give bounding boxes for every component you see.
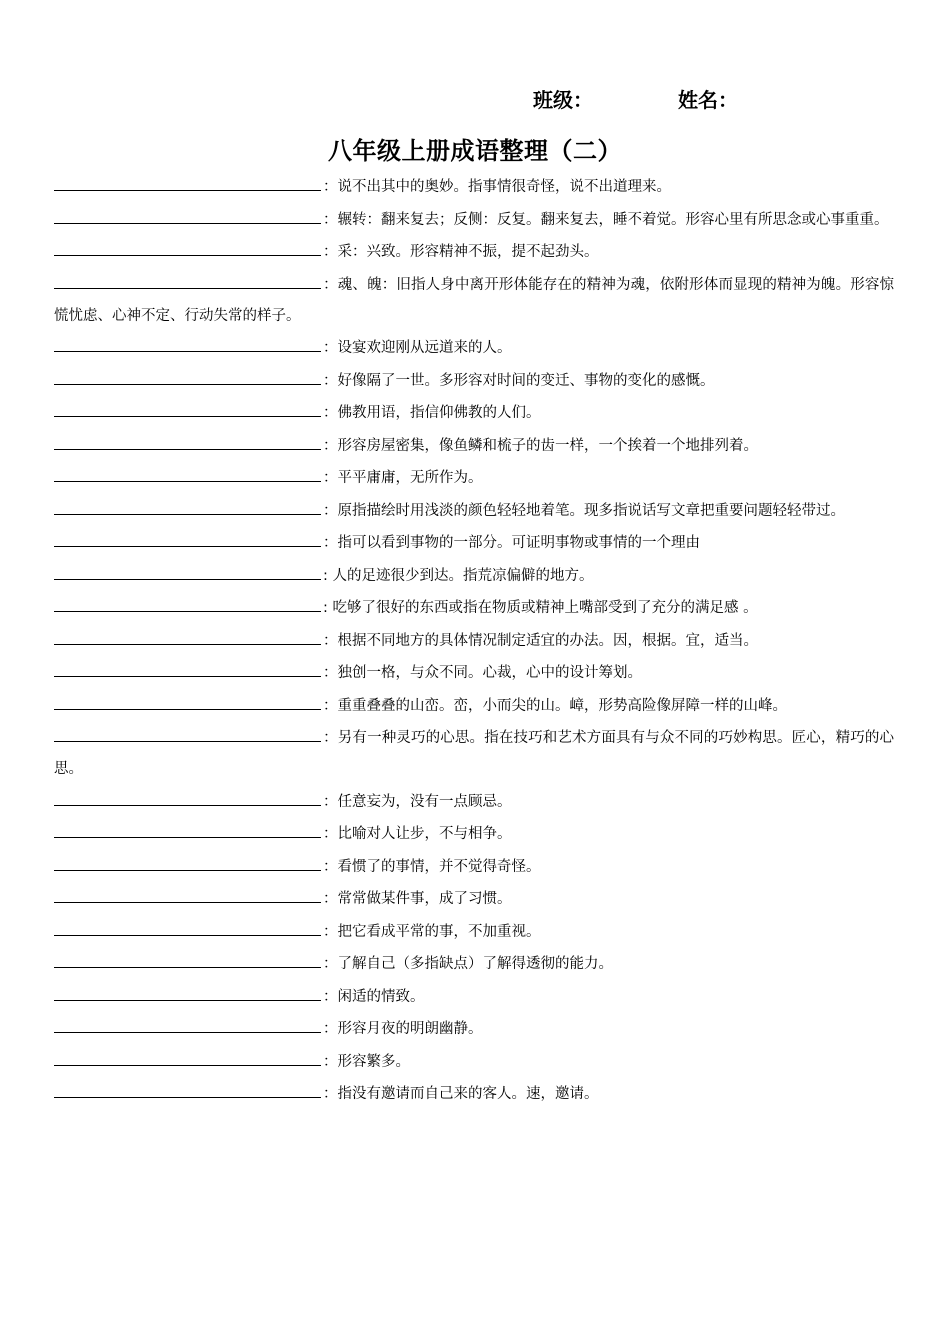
answer-blank[interactable]	[54, 205, 321, 224]
idiom-definition: ：采：兴致。形容精神不振，提不起劲头。	[323, 244, 599, 260]
idiom-definition: ：指没有邀请而自己来的客人。速，邀请。	[323, 1086, 599, 1102]
idiom-definition: ：平平庸庸，无所作为。	[323, 470, 483, 486]
answer-blank[interactable]	[54, 1014, 321, 1033]
idiom-definition: ：任意妄为，没有一点顾忌。	[323, 793, 512, 810]
answer-blank[interactable]	[54, 496, 321, 515]
idiom-entry	[54, 917, 894, 948]
idiom-entry	[54, 723, 894, 785]
answer-blank[interactable]	[54, 237, 321, 256]
idiom-entry	[54, 172, 894, 203]
idiom-entry	[54, 1079, 894, 1110]
answer-blank[interactable]	[54, 658, 321, 677]
answer-blank[interactable]	[54, 463, 321, 482]
idiom-entry	[54, 431, 894, 462]
answer-blank[interactable]	[54, 982, 321, 1001]
idiom-definition: ：佛教用语，指信仰佛教的人们。	[323, 405, 541, 421]
answer-blank[interactable]	[54, 398, 321, 417]
name-label: 姓名：	[678, 88, 738, 112]
idiom-definition: ：根据不同地方的具体情况制定适宜的办法。因，根据。宜，适当。	[323, 632, 758, 649]
answer-blank[interactable]	[54, 270, 321, 289]
idiom-entry	[54, 658, 894, 689]
idiom-definition: : 吃够了很好的东西或指在物质或精神上嘴部受到了充分的满足感 。	[323, 600, 758, 616]
idiom-definition: ：把它看成平常的事，不加重视。	[323, 923, 541, 940]
idiom-definition: ：形容繁多。	[323, 1053, 410, 1070]
answer-blank[interactable]	[54, 917, 321, 936]
idiom-definition: ：形容房屋密集，像鱼鳞和梳子的齿一样，一个挨着一个地排列着。	[323, 437, 758, 454]
idiom-entry	[54, 593, 894, 624]
idiom-entry	[54, 366, 894, 397]
idiom-definition: ：常常做某件事，成了习惯。	[323, 891, 512, 907]
idiom-entry	[54, 561, 894, 592]
answer-blank[interactable]	[54, 431, 321, 450]
answer-blank[interactable]	[54, 1079, 321, 1098]
idiom-entry	[54, 205, 894, 236]
answer-blank[interactable]	[54, 723, 321, 742]
idiom-definition: ：辗转：翻来复去；反侧：反复。翻来复去，睡不着觉。形容心里有所思念或心事重重。	[323, 211, 889, 228]
idiom-definition: ：另有一种灵巧的心思。指在技巧和艺术方面具有与众不同的巧妙构思。匠心，精巧的心思。	[54, 730, 894, 777]
answer-blank[interactable]	[54, 366, 321, 385]
idiom-definition: ：魂、魄：旧指人身中离开形体能存在的精神为魂，依附形体而显现的精神为魄。形容惊慌忧虑、心神不定、行动失常的样子。	[54, 276, 894, 324]
answer-blank[interactable]	[54, 333, 321, 352]
idiom-entry	[54, 1047, 894, 1078]
class-label: 班级：	[533, 88, 593, 112]
idiom-definition: ：形容月夜的明朗幽静。	[323, 1021, 483, 1037]
idiom-entry	[54, 270, 894, 332]
answer-blank[interactable]	[54, 787, 321, 806]
idiom-entry	[54, 496, 894, 527]
student-info-header	[533, 84, 913, 114]
idiom-entry	[54, 626, 894, 657]
idiom-entry	[54, 691, 894, 722]
idiom-entry	[54, 884, 894, 915]
idiom-entry	[54, 982, 894, 1013]
idiom-entry	[54, 852, 894, 883]
idiom-entry	[54, 528, 894, 559]
idiom-entry	[54, 1014, 894, 1045]
idiom-definition: ：重重叠叠的山峦。峦，小而尖的山。嶂，形势高险像屏障一样的山峰。	[323, 697, 787, 714]
idiom-definition: ：闲适的情致。	[323, 988, 425, 1005]
idiom-entry	[54, 949, 894, 980]
answer-blank[interactable]	[54, 626, 321, 645]
idiom-entry	[54, 398, 894, 429]
answer-blank[interactable]	[54, 819, 321, 838]
idiom-definition: ：比喻对人让步，不与相争。	[323, 826, 512, 842]
idiom-list	[54, 172, 894, 1112]
idiom-definition: : 人的足迹很少到达。指荒凉偏僻的地方。	[323, 567, 594, 584]
answer-blank[interactable]	[54, 1047, 321, 1066]
answer-blank[interactable]	[54, 172, 321, 191]
answer-blank[interactable]	[54, 593, 321, 612]
answer-blank[interactable]	[54, 528, 321, 547]
idiom-definition: ：原指描绘时用浅淡的颜色轻轻地着笔。现多指说话写文章把重要问题轻轻带过。	[323, 502, 845, 519]
idiom-definition: ：指可以看到事物的一部分。可证明事物或事情的一个理由	[323, 535, 700, 551]
idiom-definition: ：设宴欢迎刚从远道来的人。	[323, 340, 512, 356]
idiom-entry	[54, 819, 894, 850]
idiom-definition: ：好像隔了一世。多形容对时间的变迁、事物的变化的感慨。	[323, 372, 715, 389]
idiom-entry	[54, 787, 894, 818]
idiom-entry	[54, 237, 894, 268]
idiom-definition: ：看惯了的事情，并不觉得奇怪。	[323, 858, 541, 875]
idiom-definition: ：了解自己（多指缺点）了解得透彻的能力。	[323, 956, 613, 972]
answer-blank[interactable]	[54, 852, 321, 871]
idiom-entry	[54, 463, 894, 494]
answer-blank[interactable]	[54, 561, 321, 580]
answer-blank[interactable]	[54, 949, 321, 968]
answer-blank[interactable]	[54, 884, 321, 903]
page-title: 八年级上册成语整理（二）	[328, 137, 622, 165]
idiom-entry	[54, 333, 894, 364]
answer-blank[interactable]	[54, 691, 321, 710]
idiom-definition: ：独创一格，与众不同。心裁，心中的设计筹划。	[323, 665, 642, 681]
idiom-definition: ：说不出其中的奥妙。指事情很奇怪，说不出道理来。	[323, 179, 671, 195]
